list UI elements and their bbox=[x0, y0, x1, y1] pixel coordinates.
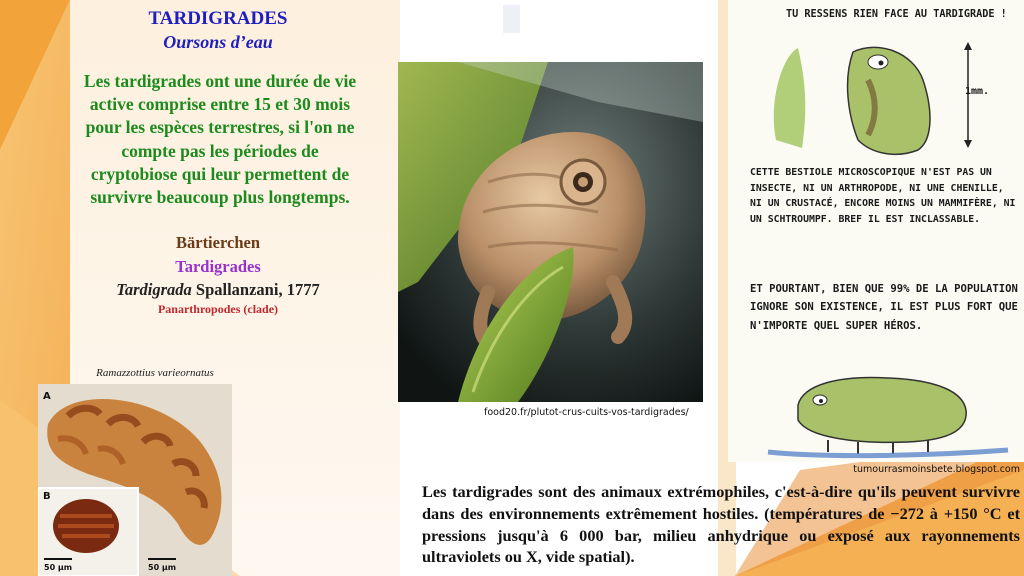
comic-drawings bbox=[728, 0, 1024, 462]
comic-scale-label: 1mm. bbox=[965, 86, 990, 97]
french-name: Tardigrades bbox=[175, 257, 261, 276]
scale-label-b: 50 µm bbox=[44, 563, 73, 572]
sem-tardigrade-image bbox=[398, 62, 703, 402]
tardigrade-body-b bbox=[53, 499, 119, 553]
page-subtitle: Oursons d’eau bbox=[163, 32, 273, 52]
sem-source-caption: food20.fr/plutot-crus-cuits-vos-tardigrades/ bbox=[484, 407, 689, 418]
scientific-authority: Spallanzani, 1777 bbox=[195, 280, 320, 299]
clade-label: Panarthropodes (clade) bbox=[157, 302, 279, 316]
micrograph-image bbox=[38, 384, 232, 576]
extremophiles-paragraph: Les tardigrades sont des animaux extrémophiles, c'est-à-dire qu'ils peuvent survivre dans des environnements extrêmement hostiles. (températures de −272 à +150 °C et pressions jusqu'à 6 000 bar, milieu anhydrique ou exposé aux rayonnements ultraviolets ou X, vide spatial). bbox=[422, 482, 1020, 567]
small-placeholder-rect bbox=[503, 5, 520, 33]
micrograph-panel-a-label: A bbox=[43, 391, 51, 402]
micrograph-panel-b-label: B bbox=[43, 491, 51, 502]
comic-source-credit: tumourrasmoinsbete.blogspot.com bbox=[853, 464, 1020, 475]
lifespan-paragraph: Les tardigrades ont une durée de vie active comprise entre 15 et 30 mois pour les espèces terrestres, si l'on ne compte pas les périodes de cryptobiose qui leur permettent de survivre beaucoup plus longtemps. bbox=[83, 71, 357, 208]
comic-tardigrade-walking bbox=[768, 377, 1008, 455]
comic-tardigrade-standing bbox=[774, 47, 930, 154]
german-name: Bärtierchen bbox=[175, 233, 260, 252]
comic-panel bbox=[728, 0, 1024, 462]
comic-panel-text-1: CETTE BESTIOLE MICROSCOPIQUE N'EST PAS UN INSECTE, NI UN ARTHROPODE, NI UNE CHENILLE, NI UN CRUSTACÉ, ENCORE MOINS UN MAMMIFÈRE, NI UN SCHTROUMPF. BREF IL EST INCLASSABLE. bbox=[750, 167, 1016, 225]
comic-title: TU RESSENS RIEN FACE AU TARDIGRADE ! bbox=[786, 9, 1007, 20]
page-title: TARDIGRADES bbox=[148, 8, 288, 29]
scientific-name bbox=[68, 280, 368, 300]
comic-panel-text-2: ET POURTANT, BIEN QUE 99% DE LA POPULATION IGNORE SON EXISTENCE, IL EST PLUS FORT QUE N'IMPORTE QUEL SUPER HÉROS. bbox=[750, 283, 1018, 332]
scientific-genus: Tardigrada bbox=[116, 280, 192, 299]
scale-label-a: 50 µm bbox=[148, 563, 177, 572]
micrograph-caption: Ramazzottius varieornatus bbox=[96, 367, 214, 379]
